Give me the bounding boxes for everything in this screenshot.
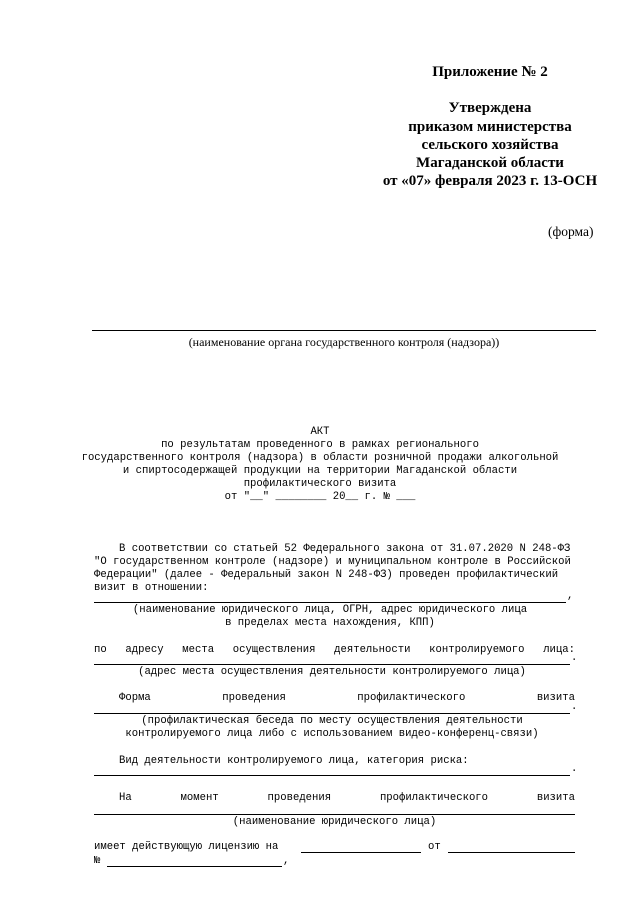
order-line-1: приказом министерства xyxy=(408,119,572,135)
para1-line1: В соответствии со статьей 52 Федерального закона от 31.07.2020 N 248-ФЗ xyxy=(119,543,571,555)
license-date-line xyxy=(448,852,575,853)
act-subtitle-2: государственного контроля (надзора) в области розничной продажи алкогольной xyxy=(81,452,559,464)
moment-word: профилактического xyxy=(379,792,489,804)
moment-word: проведения xyxy=(267,792,332,804)
form-line xyxy=(94,713,570,714)
form-caption-1: (профилактическая беседа по месту осуществления деятельности xyxy=(141,715,523,727)
act-date-number: от "__" ________ 20__ г. № ___ xyxy=(224,491,416,503)
form-word: визита xyxy=(536,692,575,704)
activity-line xyxy=(94,775,570,776)
license-line xyxy=(301,852,421,853)
para1-line2: "О государственном контроле (надзоре) и муниципальном контроле в Российской xyxy=(94,556,571,568)
legal-entity-caption-2: в пределах места нахождения, КПП) xyxy=(225,617,435,629)
license-number-line xyxy=(107,866,282,867)
para1-line4: визит в отношении: xyxy=(94,582,209,594)
license-label: имеет действующую лицензию на xyxy=(94,841,279,853)
license-comma: , xyxy=(283,855,290,867)
order-line-2: сельского хозяйства xyxy=(421,137,559,153)
address-word: лица: xyxy=(543,644,575,656)
legal-entity-line xyxy=(94,602,566,603)
authority-caption: (наименование органа государственного контроля (надзора)) xyxy=(188,335,500,349)
moment-line xyxy=(94,814,575,815)
address-word: осуществления xyxy=(232,644,316,656)
form-word: профилактического xyxy=(357,692,466,704)
address-word: контролируемого xyxy=(429,644,525,656)
legal-entity-caption-1: (наименование юридического лица, ОГРН, адрес юридического лица xyxy=(132,604,528,616)
approved-label: Утверждена xyxy=(448,100,532,116)
moment-row xyxy=(119,792,575,805)
act-subtitle-1: по результатам проведенного в рамках регионального xyxy=(161,439,479,451)
address-period: . xyxy=(571,652,578,664)
address-caption: (адрес места осуществления деятельности контролируемого лица) xyxy=(138,666,526,678)
act-subtitle-3: и спиртосодержащей продукции на территории Магаданской области xyxy=(122,465,518,477)
moment-word: На xyxy=(119,792,132,804)
para1-line3: Федерации" (далее - Федеральный закон N 248-ФЗ) проведен профилактический xyxy=(94,569,559,581)
activity-label: Вид деятельности контролируемого лица, категория риска: xyxy=(119,755,469,767)
form-word: Форма xyxy=(119,692,151,704)
moment-word: момент xyxy=(180,792,219,804)
legal-entity-comma: , xyxy=(567,590,574,602)
order-date: от «07» февраля 2023 г. 13-ОСН xyxy=(382,173,598,189)
order-line-3: Магаданской области xyxy=(416,155,564,171)
license-from-label: от xyxy=(428,841,441,853)
address-word: адресу xyxy=(125,644,164,656)
activity-period: . xyxy=(571,763,578,775)
address-line xyxy=(94,664,570,665)
form-period: . xyxy=(571,701,578,713)
address-row xyxy=(94,644,575,657)
address-word: деятельности xyxy=(334,644,411,656)
address-word: по xyxy=(94,644,107,656)
moment-word: визита xyxy=(536,792,575,804)
appendix-number: Приложение № 2 xyxy=(432,64,548,80)
address-word: места xyxy=(182,644,215,656)
act-title: АКТ xyxy=(310,426,330,438)
form-word: проведения xyxy=(222,692,286,704)
authority-line xyxy=(92,330,596,331)
form-label: (форма) xyxy=(548,224,594,239)
form-row xyxy=(119,692,575,705)
form-caption-2: контролируемого лица либо с использованием видео-конференц-связи) xyxy=(125,728,539,740)
moment-caption: (наименование юридического лица) xyxy=(232,816,437,828)
license-number-sign: № xyxy=(94,855,101,867)
act-subtitle-4: профилактического визита xyxy=(243,478,397,490)
